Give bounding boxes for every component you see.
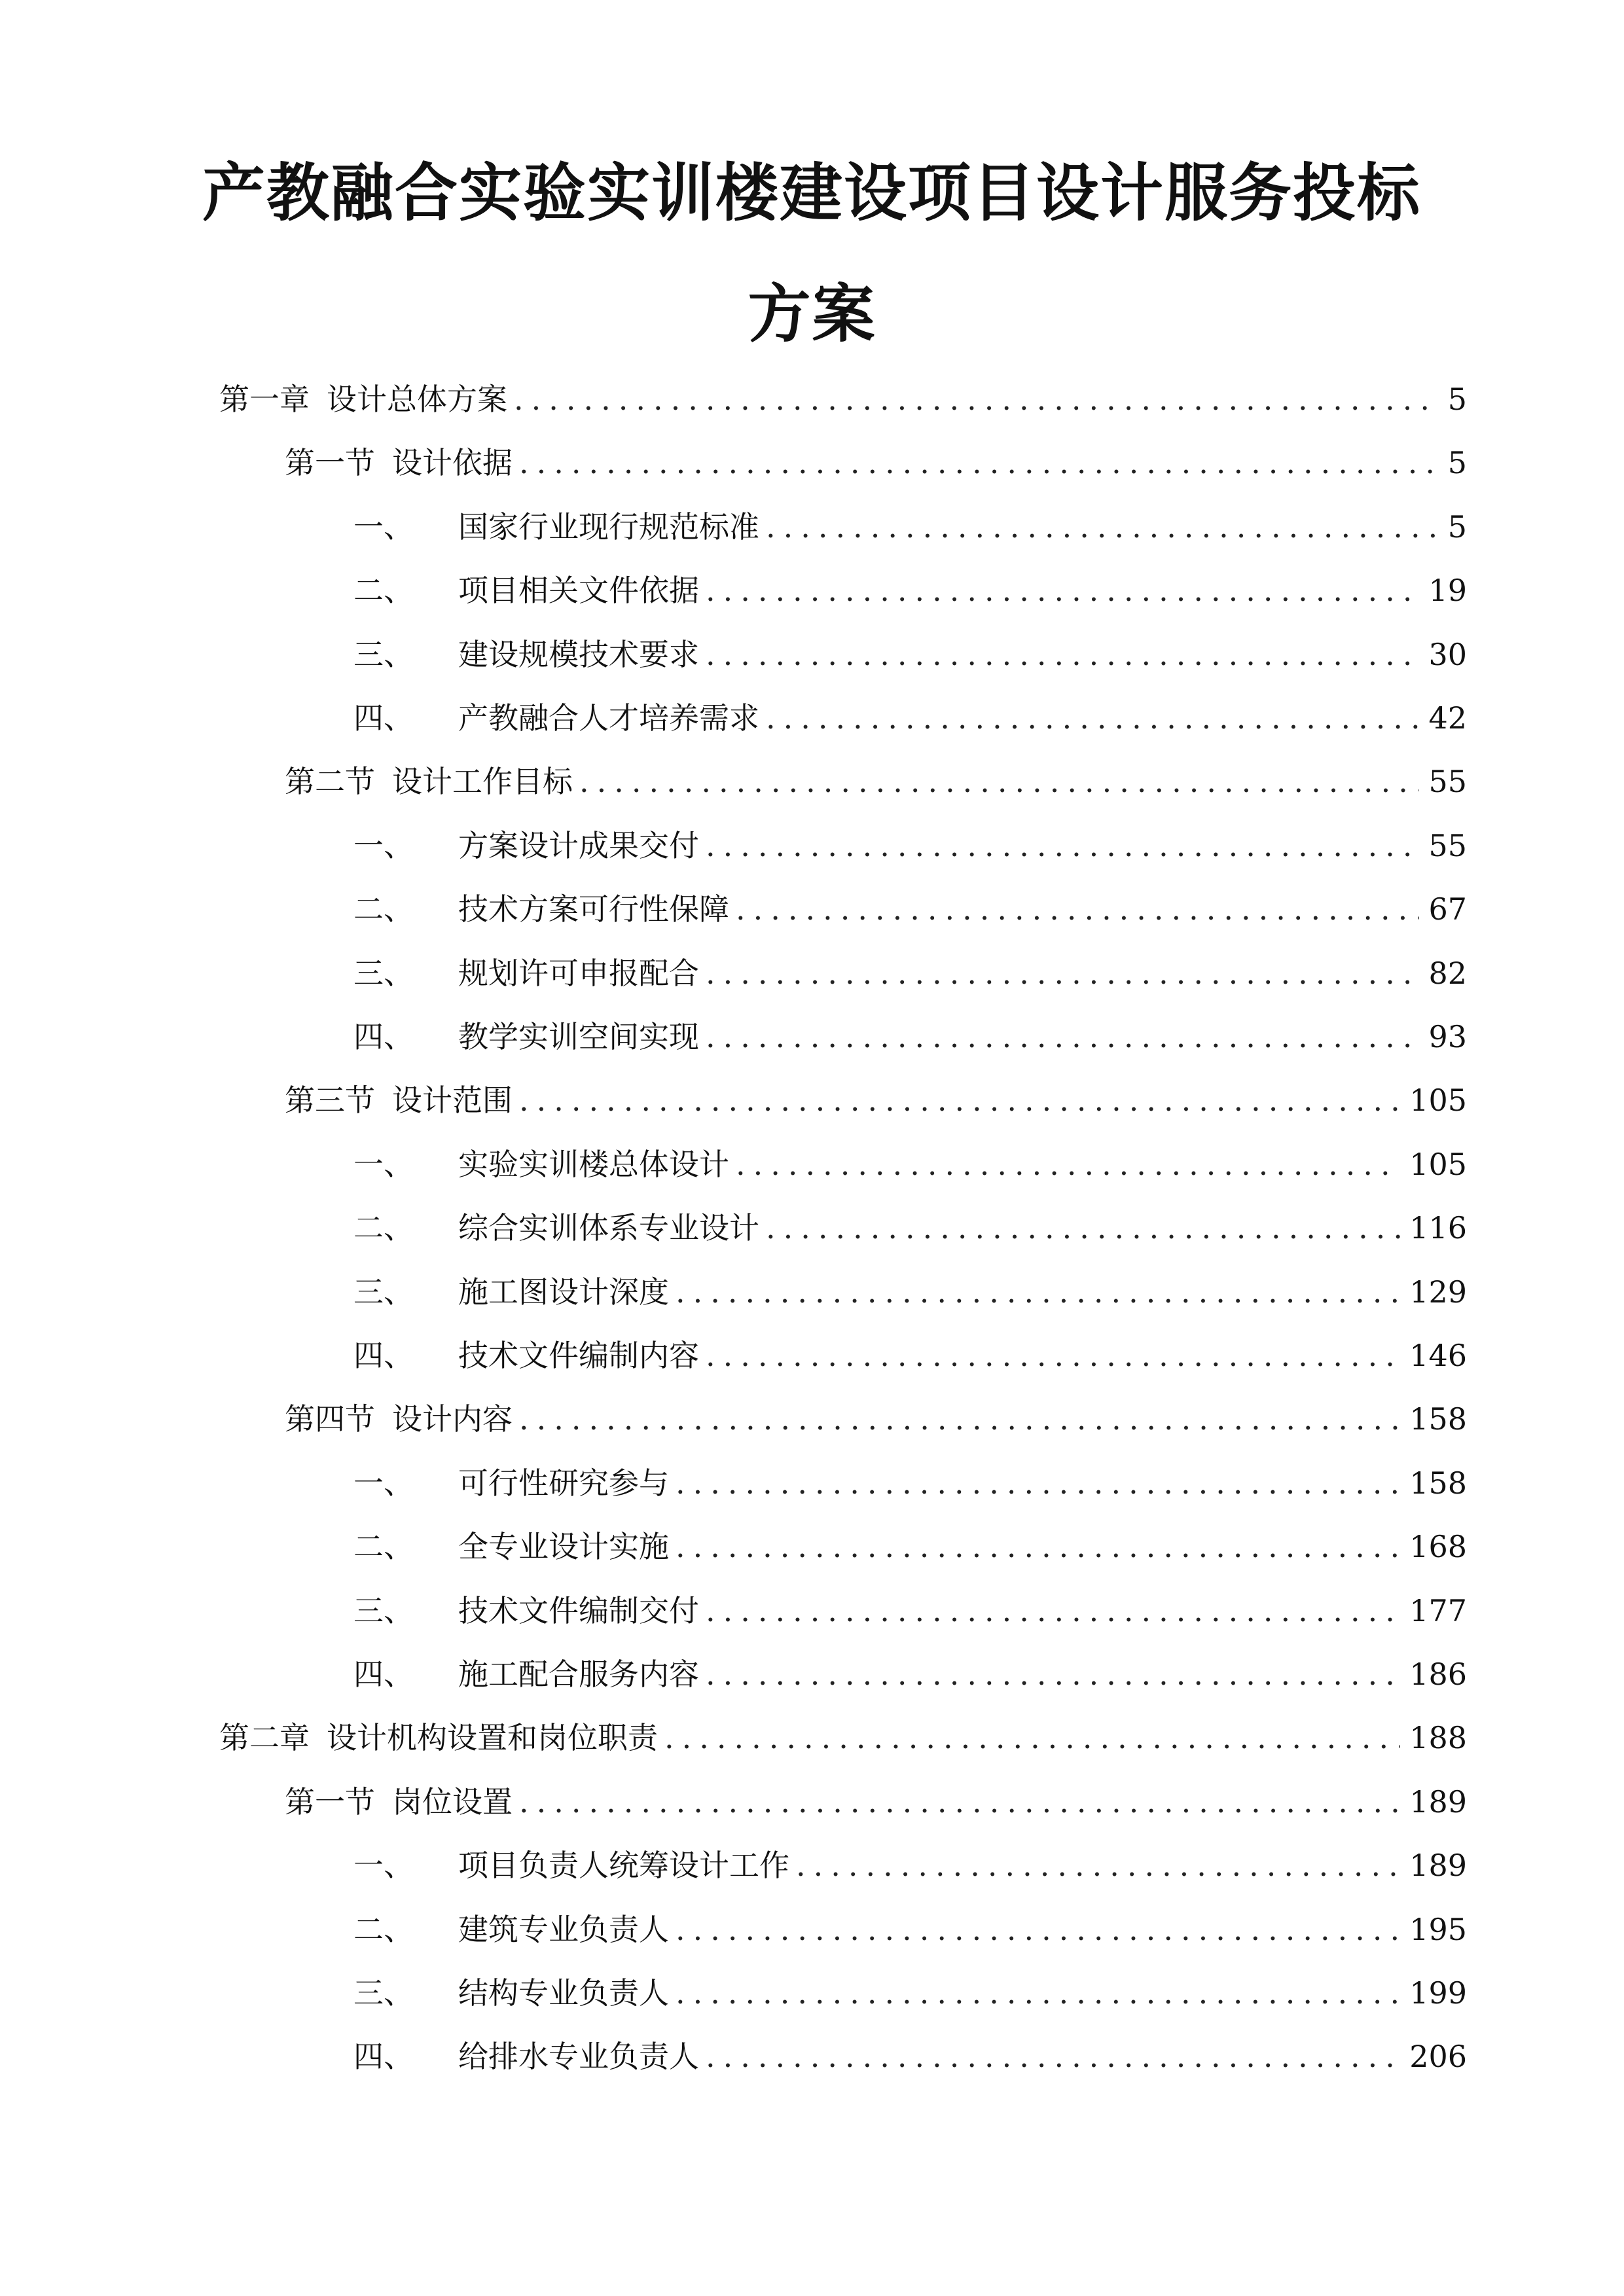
- toc-dot-leader: [676, 1907, 1400, 1952]
- document-title-line-1: 产教融合实验实训楼建设项目设计服务投标: [202, 156, 1421, 230]
- toc-entry-page-number: 105: [1409, 1083, 1467, 1119]
- toc-entry-label: 设计依据: [392, 445, 513, 481]
- toc-dot-leader: [519, 440, 1438, 486]
- toc-entry-page-number: 168: [1409, 1529, 1467, 1565]
- toc-entry-number: 一、: [353, 827, 414, 863]
- toc-dot-leader: [676, 1460, 1400, 1506]
- toc-entry-number: 第二章: [219, 1720, 310, 1756]
- toc-entry-label: 可行性研究参与: [458, 1465, 669, 1501]
- toc-entry[interactable]: [353, 567, 1467, 613]
- toc-entry[interactable]: [353, 695, 1467, 741]
- toc-entry-label: 方案设计成果交付: [458, 827, 699, 863]
- toc-entry-page-number: 189: [1409, 1848, 1467, 1884]
- toc-entry-number: 三、: [353, 1274, 414, 1310]
- toc-entry[interactable]: [353, 886, 1467, 932]
- toc-entry-page-number: 199: [1409, 1975, 1467, 2011]
- toc-dot-leader: [579, 759, 1419, 804]
- toc-dot-leader: [766, 504, 1438, 550]
- toc-entry-page-number: 188: [1409, 1720, 1467, 1756]
- toc-entry-page-number: 5: [1447, 382, 1467, 417]
- toc-dot-leader: [519, 1779, 1400, 1825]
- toc-entry-label: 建筑专业负责人: [458, 1911, 669, 1947]
- toc-entry[interactable]: [285, 759, 1467, 804]
- toc-dot-leader: [706, 632, 1419, 677]
- toc-entry-number: 一、: [353, 1465, 414, 1501]
- toc-entry-page-number: 158: [1409, 1465, 1467, 1501]
- toc-entry[interactable]: [353, 1907, 1467, 1952]
- toc-entry-number: 第一章: [219, 382, 310, 417]
- toc-entry[interactable]: [285, 1779, 1467, 1825]
- toc-entry-label: 设计内容: [392, 1401, 513, 1437]
- toc-entry[interactable]: [353, 1014, 1467, 1060]
- toc-entry[interactable]: [353, 1269, 1467, 1315]
- toc-entry-page-number: 55: [1428, 764, 1467, 800]
- toc-entry-page-number: 30: [1428, 636, 1467, 672]
- toc-dot-leader: [676, 1269, 1400, 1315]
- toc-entry[interactable]: [353, 1842, 1467, 1888]
- toc-dot-leader: [766, 695, 1419, 741]
- toc-entry-number: 二、: [353, 1911, 414, 1947]
- toc-entry[interactable]: [353, 823, 1467, 869]
- toc-entry-number: 二、: [353, 573, 414, 609]
- toc-entry[interactable]: [353, 632, 1467, 677]
- toc-dot-leader: [706, 1588, 1400, 1634]
- toc-entry-number: 四、: [353, 1019, 414, 1054]
- toc-entry[interactable]: [285, 440, 1467, 486]
- toc-entry-label: 产教融合人才培养需求: [458, 700, 759, 736]
- toc-dot-leader: [706, 1014, 1419, 1060]
- toc-entry[interactable]: [285, 1077, 1467, 1123]
- toc-entry-number: 四、: [353, 700, 414, 736]
- toc-entry-label: 设计机构设置和岗位职责: [327, 1720, 658, 1756]
- toc-dot-leader: [706, 1333, 1400, 1378]
- toc-entry-number: 第一节: [285, 1784, 375, 1820]
- toc-entry-page-number: 146: [1409, 1338, 1467, 1373]
- toc-entry-label: 国家行业现行规范标准: [458, 509, 759, 545]
- toc-dot-leader: [676, 1524, 1400, 1570]
- toc-entry[interactable]: [353, 1588, 1467, 1634]
- toc-entry-label: 综合实训体系专业设计: [458, 1210, 759, 1246]
- toc-entry-number: 第一节: [285, 445, 375, 481]
- toc-entry-label: 建设规模技术要求: [458, 636, 699, 672]
- toc-entry[interactable]: [353, 2034, 1467, 2079]
- toc-dot-leader: [676, 1970, 1400, 2016]
- toc-dot-leader: [706, 2034, 1400, 2079]
- toc-entry[interactable]: [353, 1205, 1467, 1251]
- toc-entry-label: 教学实训空间实现: [458, 1019, 699, 1054]
- toc-entry-label: 施工图设计深度: [458, 1274, 669, 1310]
- toc-entry-label: 项目负责人统筹设计工作: [458, 1848, 789, 1884]
- toc-entry-page-number: 105: [1409, 1146, 1467, 1182]
- toc-entry-label: 施工配合服务内容: [458, 1657, 699, 1692]
- toc-entry[interactable]: [353, 1524, 1467, 1570]
- toc-entry-number: 第四节: [285, 1401, 375, 1437]
- document-title-line-2: 方案: [748, 277, 876, 351]
- toc-entry-number: 一、: [353, 1146, 414, 1182]
- toc-entry-page-number: 67: [1428, 891, 1467, 927]
- toc-entry-label: 技术文件编制内容: [458, 1338, 699, 1373]
- toc-entry[interactable]: [353, 1141, 1467, 1187]
- toc-dot-leader: [519, 1077, 1400, 1123]
- toc-entry-label: 技术方案可行性保障: [458, 891, 729, 927]
- toc-entry-label: 规划许可申报配合: [458, 955, 699, 991]
- toc-dot-leader: [796, 1842, 1400, 1888]
- toc-entry-page-number: 5: [1447, 445, 1467, 481]
- toc-dot-leader: [706, 823, 1419, 869]
- toc-entry-page-number: 206: [1409, 2039, 1467, 2075]
- toc-entry-number: 二、: [353, 891, 414, 927]
- toc-entry-number: 第二节: [285, 764, 375, 800]
- toc-entry-label: 结构专业负责人: [458, 1975, 669, 2011]
- toc-dot-leader: [736, 886, 1419, 932]
- toc-entry[interactable]: [353, 504, 1467, 550]
- toc-entry-number: 三、: [353, 955, 414, 991]
- toc-dot-leader: [766, 1205, 1400, 1251]
- toc-entry-page-number: 186: [1409, 1657, 1467, 1692]
- toc-entry[interactable]: [353, 1333, 1467, 1378]
- toc-entry-number: 一、: [353, 1848, 414, 1884]
- toc-entry[interactable]: [219, 376, 1467, 422]
- toc-entry-label: 项目相关文件依据: [458, 573, 699, 609]
- toc-entry-label: 设计工作目标: [392, 764, 573, 800]
- toc-dot-leader: [736, 1141, 1400, 1187]
- toc-entry-page-number: 93: [1428, 1019, 1467, 1054]
- toc-entry[interactable]: [353, 1970, 1467, 2016]
- toc-entry[interactable]: [219, 1715, 1467, 1761]
- toc-entry-label: 设计范围: [392, 1083, 513, 1119]
- toc-entry-number: 二、: [353, 1529, 414, 1565]
- toc-entry-label: 给排水专业负责人: [458, 2039, 699, 2075]
- toc-entry-page-number: 195: [1409, 1911, 1467, 1947]
- toc-entry-number: 三、: [353, 1975, 414, 2011]
- toc-entry[interactable]: [285, 1396, 1467, 1442]
- toc-entry[interactable]: [353, 1460, 1467, 1506]
- toc-entry-page-number: 5: [1447, 509, 1467, 545]
- toc-entry-label: 岗位设置: [392, 1784, 513, 1820]
- toc-dot-leader: [664, 1715, 1400, 1761]
- toc-entry[interactable]: [353, 950, 1467, 996]
- toc-entry-number: 四、: [353, 2039, 414, 2075]
- toc-entry-label: 实验实训楼总体设计: [458, 1146, 729, 1182]
- toc-dot-leader: [706, 950, 1419, 996]
- toc-entry-number: 一、: [353, 509, 414, 545]
- toc-entry-page-number: 129: [1409, 1274, 1467, 1310]
- toc-entry-page-number: 158: [1409, 1401, 1467, 1437]
- toc-entry[interactable]: [353, 1651, 1467, 1697]
- toc-entry-number: 二、: [353, 1210, 414, 1246]
- toc-entry-page-number: 116: [1409, 1210, 1467, 1246]
- toc-entry-label: 技术文件编制交付: [458, 1592, 699, 1628]
- toc-dot-leader: [514, 376, 1438, 422]
- toc-entry-page-number: 55: [1428, 827, 1467, 863]
- toc-dot-leader: [519, 1396, 1400, 1442]
- toc-entry-number: 四、: [353, 1338, 414, 1373]
- toc-entry-page-number: 189: [1409, 1784, 1467, 1820]
- toc-dot-leader: [706, 1651, 1400, 1697]
- toc-dot-leader: [706, 567, 1419, 613]
- toc-entry-page-number: 19: [1428, 573, 1467, 609]
- toc-entry-number: 四、: [353, 1657, 414, 1692]
- toc-entry-page-number: 177: [1409, 1592, 1467, 1628]
- toc-entry-page-number: 82: [1428, 955, 1467, 991]
- toc-entry-number: 三、: [353, 636, 414, 672]
- toc-entry-label: 设计总体方案: [327, 382, 507, 417]
- toc-entry-page-number: 42: [1428, 700, 1467, 736]
- toc-entry-number: 三、: [353, 1592, 414, 1628]
- toc-entry-number: 第三节: [285, 1083, 375, 1119]
- toc-entry-label: 全专业设计实施: [458, 1529, 669, 1565]
